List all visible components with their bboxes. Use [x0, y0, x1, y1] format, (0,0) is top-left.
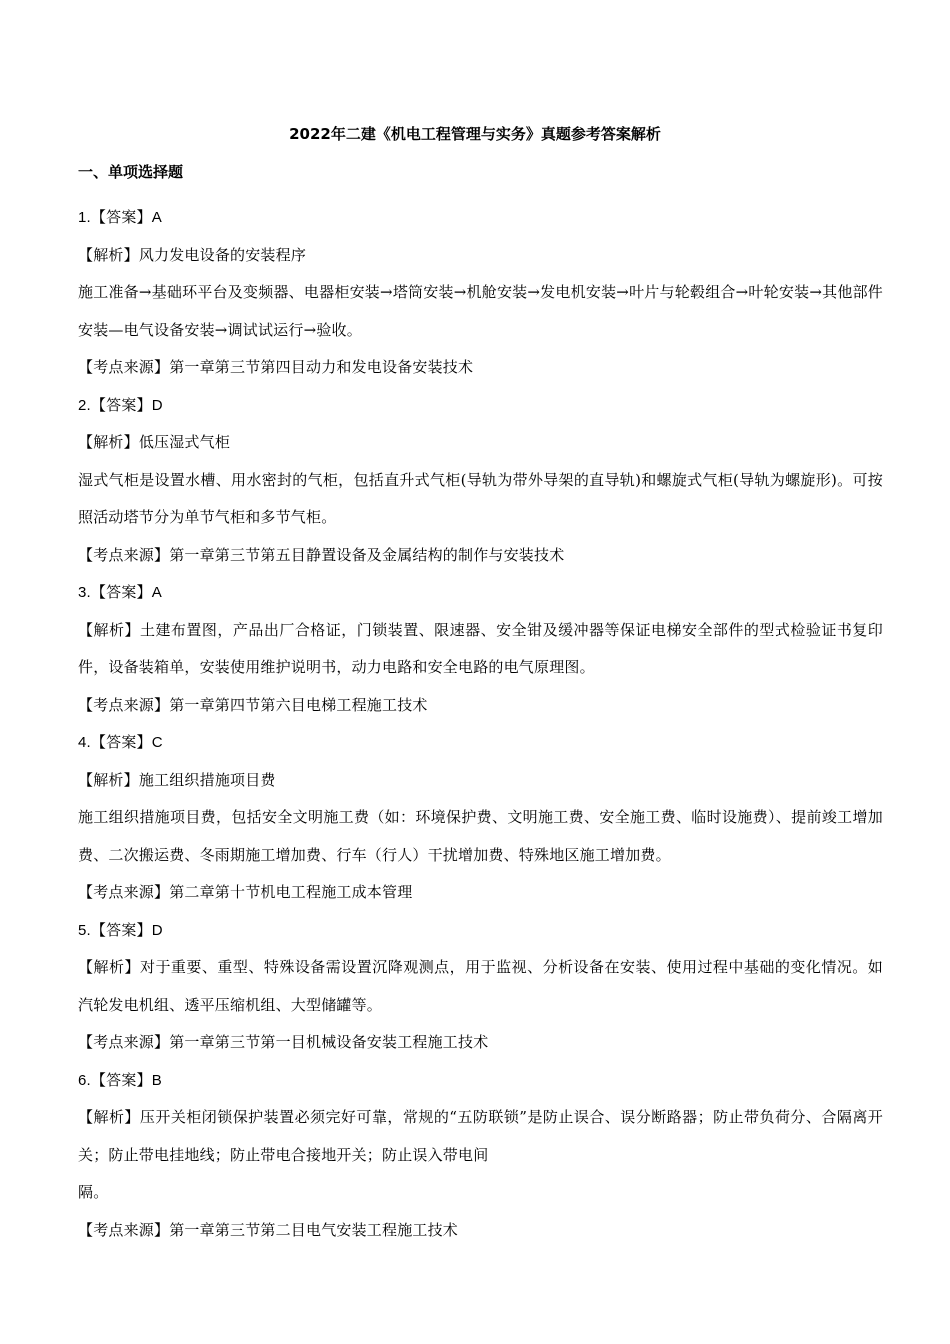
analysis-body-4: 施工组织措施项目费，包括安全文明施工费（如：环境保护费、文明施工费、安全施工费、临时设施费）、提前竣工增加费、二次搬运费、冬雨期施工增加费、行车（行人）干扰增加费、特殊地区施工增加费。	[78, 808, 883, 864]
answer-letter: A	[151, 584, 162, 601]
answer-line-4: 4.【答案】C	[78, 733, 163, 751]
analysis-body-6: 隔。	[78, 1183, 109, 1201]
answer-list	[78, 199, 883, 1249]
answer-letter: B	[151, 1071, 162, 1089]
source-line-3: 【考点来源】第一章第四节第六目电梯工程施工技术	[78, 695, 428, 714]
analysis-line-1: 【解析】风力发电设备的安装程序	[78, 245, 307, 264]
source-line-2: 【考点来源】第一章第三节第五目静置设备及金属结构的制作与安装技术	[78, 545, 565, 564]
answer-letter: A	[151, 209, 162, 226]
analysis-line-3: 【解析】土建布置图，产品出厂合格证，门锁装置、限速器、安全钳及缓冲器等保证电梯安全部件的型式检验证书复印件，设备装箱单，安装使用维护说明书，动力电路和安全电路的电气原理图。	[78, 620, 883, 676]
analysis-body-1: 施工准备→基础环平台及变频器、电器柜安装→塔筒安装→机舱安装→发电机安装→叶片与轮毂组合→叶轮安装→其他部件安装—电气设备安装→调试试运行→验收。	[78, 283, 883, 339]
section-heading: 一、单项选择题	[78, 163, 184, 181]
answer-line-2: 2.【答案】D	[78, 395, 163, 414]
document-title: 2022年二建《机电工程管理与实务》真题参考答案解析	[289, 125, 661, 143]
source-line-4: 【考点来源】第二章第十节机电工程施工成本管理	[78, 883, 413, 901]
analysis-line-6: 【解析】压开关柜闭锁保护装置必须完好可靠，常规的“五防联锁”是防止误合、误分断路器；防止带负荷分、合隔离开关；防止带电挂地线；防止带电合接地开关；防止误入带电间	[78, 1108, 883, 1164]
answer-line-1: 1.【答案】A	[78, 208, 162, 226]
answer-line-3: 3.【答案】A	[78, 583, 162, 601]
source-line-5: 【考点来源】第一章第三节第一目机械设备安装工程施工技术	[78, 1033, 489, 1051]
analysis-body-2: 湿式气柜是设置水槽、用水密封的气柜，包括直升式气柜(导轨为带外导架的直导轨)和螺旋式气柜(导轨为螺旋形)。可按照活动塔节分为单节气柜和多节气柜。	[78, 470, 883, 526]
answer-line-5: 5.【答案】D	[78, 920, 163, 939]
analysis-line-5: 【解析】对于重要、重型、特殊设备需设置沉降观测点，用于监视、分析设备在安装、使用过程中基础的变化情况。如汽轮发电机组、透平压缩机组、大型储罐等。	[78, 958, 883, 1014]
analysis-line-2: 【解析】低压湿式气柜	[78, 433, 231, 451]
source-line-1: 【考点来源】第一章第三节第四目动力和发电设备安装技术	[78, 358, 474, 376]
answer-letter: D	[151, 396, 163, 414]
answer-letter: C	[151, 734, 163, 751]
analysis-line-4: 【解析】施工组织措施项目费	[78, 770, 276, 789]
answer-letter: D	[151, 921, 163, 939]
source-line-6: 【考点来源】第一章第三节第二目电气安装工程施工技术	[78, 1220, 459, 1239]
answer-line-6: 6.【答案】B	[78, 1070, 162, 1089]
